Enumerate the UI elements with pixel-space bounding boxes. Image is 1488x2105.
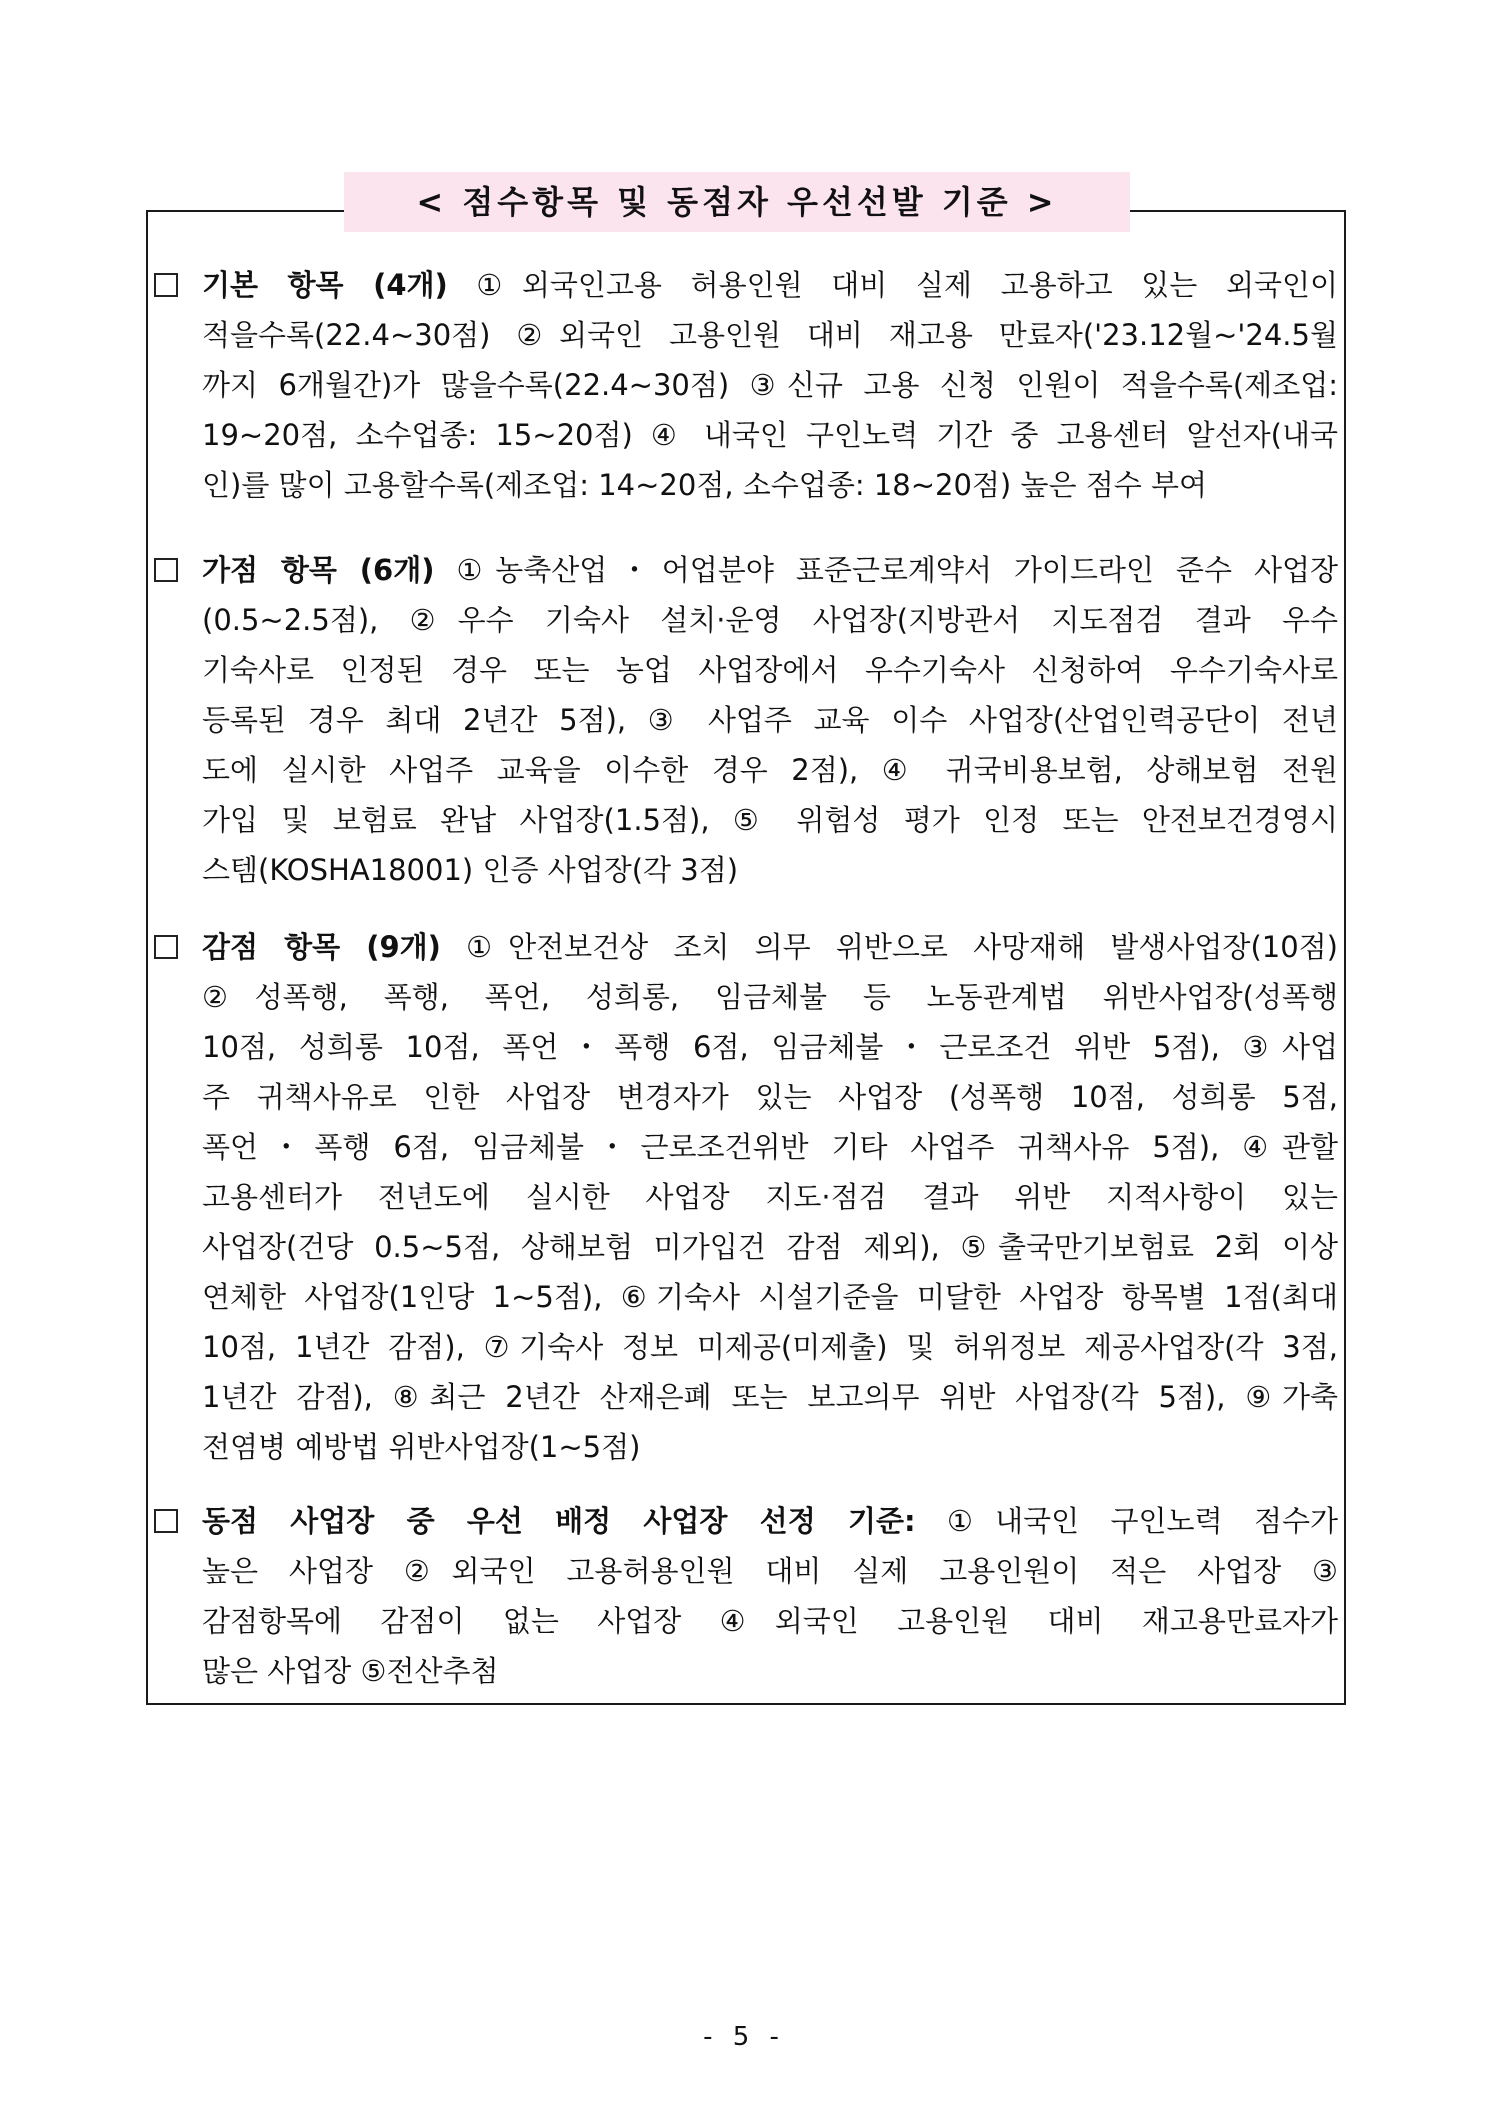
section-line: 스템(KOSHA18001) 인증 사업장(각 3점)	[202, 853, 739, 887]
section-line: 주 귀책사유로 인한 사업장 변경자가 있는 사업장 (성폭행 10점, 성희롱 5점,	[202, 1080, 1338, 1114]
section-line: 10점, 성희롱 10점, 폭언・폭행 6점, 임금체불・근로조건 위반 5점), ③사업	[202, 1030, 1338, 1064]
section-line: 폭언・폭행 6점, 임금체불・근로조건위반 기타 사업주 귀책사유 5점), ④관할	[202, 1130, 1338, 1164]
section-line: 많은 사업장 ⑤전산추첨	[202, 1654, 499, 1688]
section-heading: 기본 항목 (4개)	[202, 268, 448, 302]
section-line: 가입 및 보험료 완납 사업장(1.5점), ⑤ 위험성 평가 인정 또는 안전보건경영시	[202, 803, 1338, 837]
section-line: 등록된 경우 최대 2년간 5점), ③ 사업주 교육 이수 사업장(산업인력공단이 전년	[202, 703, 1338, 737]
section-basic	[150, 260, 1338, 510]
section-heading: 동점 사업장 중 우선 배정 사업장 선정 기준:	[202, 1504, 916, 1538]
checkbox-icon	[154, 558, 178, 582]
section-line: 전염병 예방법 위반사업장(1~5점)	[202, 1430, 641, 1464]
section-line: 인)를 많이 고용할수록(제조업: 14~20점, 소수업종: 18~20점) 높은 점수 부여	[202, 468, 1207, 502]
section-penalty	[150, 922, 1338, 1472]
box-title: < 점수항목 및 동점자 우선선발 기준 >	[344, 172, 1130, 232]
section-heading: 가점 항목 (6개)	[202, 553, 435, 587]
section-bonus	[150, 545, 1338, 895]
section-line: 높은 사업장 ②외국인 고용허용인원 대비 실제 고용인원이 적은 사업장 ③	[202, 1554, 1338, 1588]
section-tiebreak	[150, 1496, 1338, 1696]
page-number: - 5 -	[703, 2022, 785, 2052]
checkbox-icon	[154, 273, 178, 297]
section-heading: 감점 항목 (9개)	[202, 930, 441, 964]
section-line: (0.5~2.5점), ②우수 기숙사 설치·운영 사업장(지방관서 지도점검 결과 우수	[202, 603, 1338, 637]
section-line	[150, 545, 1338, 595]
section-line: 고용센터가 전년도에 실시한 사업장 지도·점검 결과 위반 지적사항이 있는	[202, 1180, 1338, 1214]
section-line: 10점, 1년간 감점), ⑦기숙사 정보 미제공(미제출) 및 허위정보 제공사업장(각 3점,	[202, 1330, 1338, 1364]
section-line	[150, 922, 1338, 972]
section-line	[150, 1496, 1338, 1546]
section-text: ①외국인고용 허용인원 대비 실제 고용하고 있는 외국인이	[447, 268, 1338, 302]
section-text: ①내국인 구인노력 점수가	[915, 1504, 1339, 1538]
section-line: ②성폭행, 폭행, 폭언, 성희롱, 임금체불 등 노동관계법 위반사업장(성폭행	[202, 980, 1338, 1014]
section-line: 도에 실시한 사업주 교육을 이수한 경우 2점), ④ 귀국비용보험, 상해보험 전원	[202, 753, 1338, 787]
section-line: 사업장(건당 0.5~5점, 상해보험 미가입건 감점 제외), ⑤출국만기보험료 2회 이상	[202, 1230, 1338, 1264]
section-line: 적을수록(22.4~30점) ②외국인 고용인원 대비 재고용 만료자('23.12월~'24.5월	[202, 318, 1338, 352]
section-line: 까지 6개월간)가 많을수록(22.4~30점) ③신규 고용 신청 인원이 적을수록(제조업:	[202, 368, 1338, 402]
section-line: 감점항목에 감점이 없는 사업장 ④외국인 고용인원 대비 재고용만료자가	[202, 1604, 1338, 1638]
checkbox-icon	[154, 1509, 178, 1533]
section-line: 연체한 사업장(1인당 1~5점), ⑥기숙사 시설기준을 미달한 사업장 항목별 1점(최대	[202, 1280, 1338, 1314]
section-text: ①농축산업・어업분야 표준근로계약서 가이드라인 준수 사업장	[434, 553, 1338, 587]
checkbox-icon	[154, 935, 178, 959]
section-line: 기숙사로 인정된 경우 또는 농업 사업장에서 우수기숙사 신청하여 우수기숙사로	[202, 653, 1338, 687]
section-line	[150, 260, 1338, 310]
section-text: ①안전보건상 조치 의무 위반으로 사망재해 발생사업장(10점)	[440, 930, 1338, 964]
section-line: 1년간 감점), ⑧최근 2년간 산재은폐 또는 보고의무 위반 사업장(각 5점), ⑨가축	[202, 1380, 1338, 1414]
section-line: 19~20점, 소수업종: 15~20점) ④ 내국인 구인노력 기간 중 고용센터 알선자(내국	[202, 418, 1338, 452]
